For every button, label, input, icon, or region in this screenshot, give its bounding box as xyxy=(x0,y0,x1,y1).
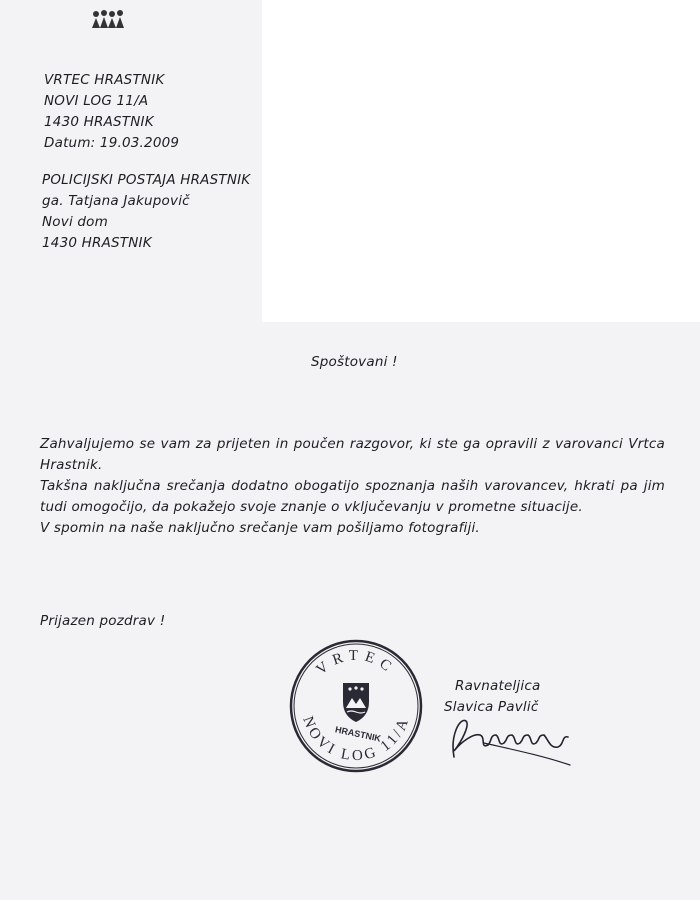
official-stamp xyxy=(288,638,424,774)
recipient-address xyxy=(42,170,250,254)
recipient-street: Novi dom xyxy=(42,214,108,230)
letter-date: Datum: 19.03.2009 xyxy=(44,135,180,151)
handwritten-signature xyxy=(440,705,580,775)
body-paragraph-1: Zahvaljujemo se vam za prijeten in poučen razgovor, ki ste ga opravili z varovanci Vrtca Hrastnik. xyxy=(40,436,665,473)
body-paragraph-3: V spomin na naše naključno srečanje vam pošiljamo fotografiji. xyxy=(40,520,480,536)
stamp-top-text: VRTEC xyxy=(313,647,399,679)
sender-address xyxy=(44,70,179,154)
stamp-bottom-text: NOVI LOG 11/A xyxy=(299,714,413,765)
closing: Prijazen pozdrav ! xyxy=(40,613,166,629)
redacted-area xyxy=(262,0,700,322)
sender-city: 1430 HRASTNIK xyxy=(44,114,154,130)
signatory-name: Slavica Pavlič xyxy=(444,699,539,715)
kindergarten-logo xyxy=(90,8,126,30)
stamp-center-text: HRASTNIK xyxy=(334,724,382,744)
letter-body xyxy=(40,434,665,539)
recipient-person: ga. Tatjana Jakupovič xyxy=(42,193,190,209)
salutation: Spoštovani ! xyxy=(311,354,398,370)
recipient-city: 1430 HRASTNIK xyxy=(42,235,152,251)
sender-name: VRTEC HRASTNIK xyxy=(44,72,165,88)
body-paragraph-2: Takšna naključna srečanja dodatno obogatijo spoznanja naših varovancev, hkrati pa jim tudi omogočijo, da pokažejo svoje znanje o vključevanju v prometne situacije. xyxy=(40,478,665,515)
coat-of-arms-icon xyxy=(343,683,369,722)
recipient-org: POLICIJSKI POSTAJA HRASTNIK xyxy=(42,172,251,188)
sender-street: NOVI LOG 11/A xyxy=(44,93,149,109)
signatory-title: Ravnateljica xyxy=(455,678,541,694)
